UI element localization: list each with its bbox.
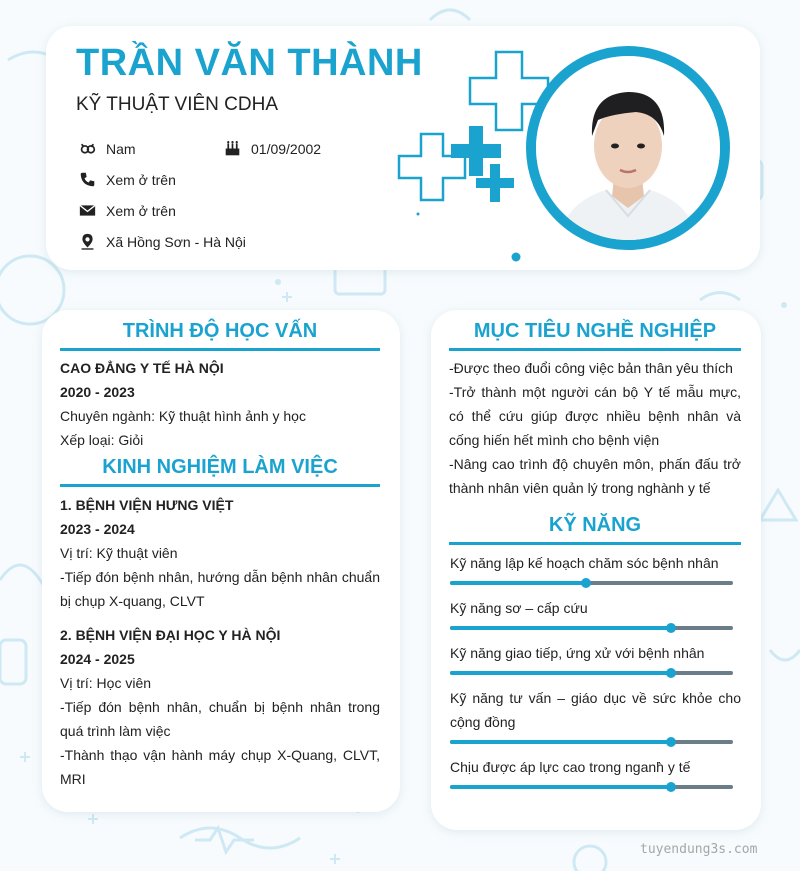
skill-bar bbox=[450, 626, 733, 630]
skill-fill bbox=[450, 626, 671, 630]
job-period: 2023 - 2024 bbox=[60, 521, 135, 537]
objective-skills-card bbox=[431, 310, 761, 830]
skill-knob bbox=[581, 578, 591, 588]
education-major: Chuyên ngành: Kỹ thuật hình ảnh y học bbox=[60, 408, 306, 424]
skill-label: Kỹ năng sơ – cấp cứu bbox=[450, 600, 588, 616]
job-duty: -Thành thạo vận hành máy chụp X-Quang, CLVT, MRI bbox=[60, 747, 380, 787]
phone-row bbox=[79, 171, 176, 188]
gender-value: Nam bbox=[106, 140, 136, 157]
education-school: CAO ĐẲNG Y TẾ HÀ NỘI bbox=[60, 360, 224, 376]
birthday-cake-icon bbox=[224, 140, 241, 157]
location-pin-icon bbox=[79, 233, 96, 250]
profile-photo bbox=[526, 46, 730, 250]
job-period: 2024 - 2025 bbox=[60, 651, 135, 667]
address-row bbox=[79, 233, 246, 250]
envelope-icon bbox=[79, 202, 96, 219]
phone-value: Xem ở trên bbox=[106, 171, 176, 188]
watermark: tuyendung3s.com bbox=[640, 842, 758, 857]
job-duty: -Tiếp đón bệnh nhân, hướng dẫn bệnh nhân chuẩn bị chụp X-quang, CLVT bbox=[60, 569, 380, 609]
skill-label: Kỹ năng lập kế hoạch chăm sóc bệnh nhân bbox=[450, 555, 719, 571]
skill-fill bbox=[450, 740, 671, 744]
skill-knob bbox=[666, 737, 676, 747]
skill-label: Kỹ năng giao tiếp, ứng xử với bệnh nhân bbox=[450, 645, 705, 661]
skill-label: Kỹ năng tư vấn – giáo dục về sức khỏe cho cộng đồng bbox=[450, 690, 741, 730]
job-title: KỸ THUẬT VIÊN CDHA bbox=[76, 94, 279, 115]
job-position: Vị trí: Học viên bbox=[60, 675, 152, 691]
skill-bar bbox=[450, 785, 733, 789]
email-row bbox=[79, 202, 176, 219]
birthday-value: 01/09/2002 bbox=[251, 140, 322, 157]
birthday-row bbox=[224, 140, 321, 157]
job-company: 1. BỆNH VIỆN HƯNG VIỆT bbox=[60, 497, 234, 513]
gender-icon bbox=[79, 140, 96, 157]
skill-label: Chịu được áp lực cao trong nganh̀ y tế bbox=[450, 759, 691, 775]
objective-line: -Nâng cao trình độ chuyên môn, phấn đấu trở thành nhân viên quản lý trong nghành y tế bbox=[449, 456, 741, 496]
education-grade: Xếp loại: Giỏi bbox=[60, 432, 144, 448]
skill-knob bbox=[666, 782, 676, 792]
objective-heading: MỤC TIÊU NGHỀ NGHIỆP bbox=[449, 320, 741, 351]
job-company: 2. BỆNH VIỆN ĐẠI HỌC Y HÀ NỘI bbox=[60, 627, 281, 643]
objective-line: -Trở thành một người cán bộ Y tế mẫu mực, có thể cứu giúp được nhiều bệnh nhân và cống hiến hết mình cho bệnh viện bbox=[449, 384, 741, 448]
address-value: Xã Hồng Sơn - Hà Nội bbox=[106, 233, 246, 250]
avatar bbox=[536, 56, 720, 240]
header-card bbox=[46, 26, 760, 270]
skill-fill bbox=[450, 785, 671, 789]
job-position: Vị trí: Kỹ thuật viên bbox=[60, 545, 178, 561]
skill-bar bbox=[450, 581, 733, 585]
education-experience-card bbox=[42, 310, 400, 812]
job-duty: -Tiếp đón bệnh nhân, chuẩn bị bệnh nhân trong quá trình làm việc bbox=[60, 699, 380, 739]
skill-bar bbox=[450, 671, 733, 675]
candidate-name: TRẦN VĂN THÀNH bbox=[76, 42, 423, 84]
gender-row bbox=[79, 140, 136, 157]
skill-fill bbox=[450, 671, 671, 675]
skills-heading: KỸ NĂNG bbox=[449, 514, 741, 545]
education-period: 2020 - 2023 bbox=[60, 384, 135, 400]
skill-knob bbox=[666, 623, 676, 633]
phone-icon bbox=[79, 171, 96, 188]
education-heading: TRÌNH ĐỘ HỌC VẤN bbox=[60, 320, 380, 351]
skill-knob bbox=[666, 668, 676, 678]
skill-fill bbox=[450, 581, 586, 585]
experience-heading: KINH NGHIỆM LÀM VIỆC bbox=[60, 456, 380, 487]
email-value: Xem ở trên bbox=[106, 202, 176, 219]
objective-line: -Được theo đuổi công việc bản thân yêu thích bbox=[449, 360, 733, 376]
skill-bar bbox=[450, 740, 733, 744]
